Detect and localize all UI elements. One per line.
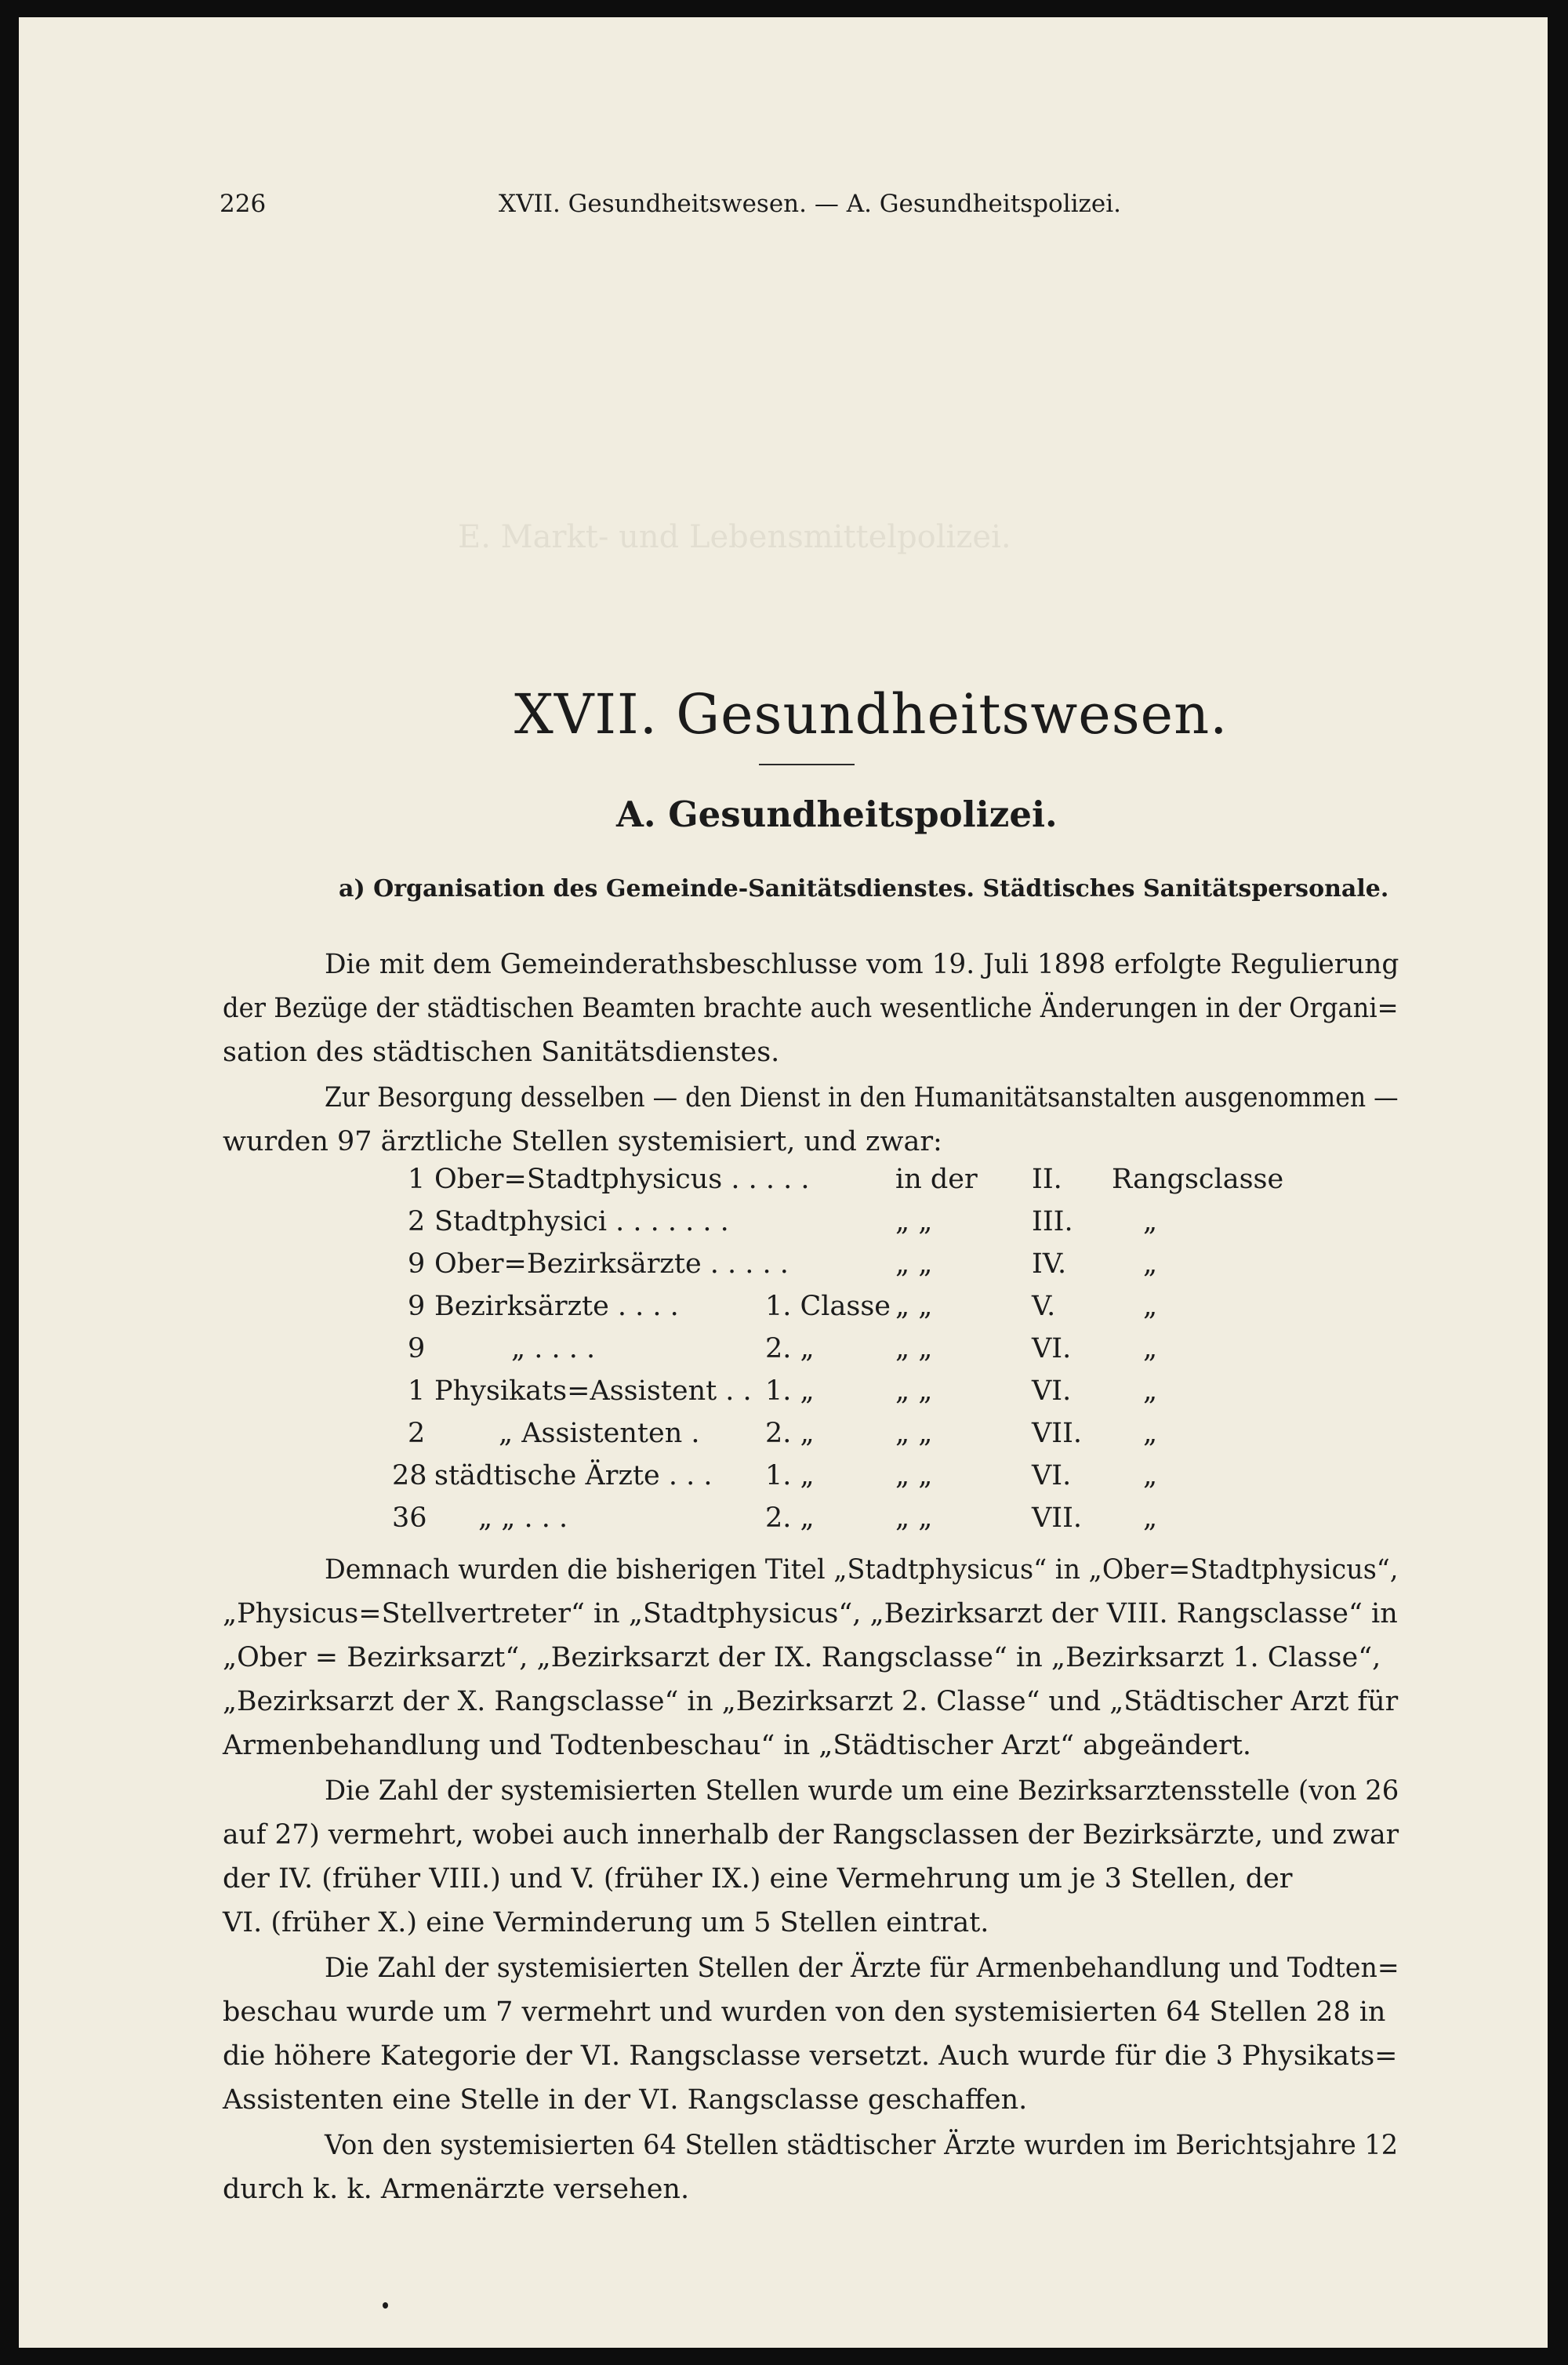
position-title: Bezirksärzte . . . . xyxy=(434,1291,679,1322)
paragraph-line: Die Zahl der systemisierten Stellen der Ärzte für Armenbehandlung und Todten= xyxy=(325,1953,1399,1984)
position-rank: VI. xyxy=(1032,1460,1072,1491)
section-title: A. Gesundheitspolizei. xyxy=(616,794,1058,835)
position-class: 1. „ xyxy=(765,1375,815,1407)
position-class: 2. „ xyxy=(765,1418,815,1449)
position-count: 9 xyxy=(408,1291,426,1322)
position-rank-word: „ „ xyxy=(895,1375,933,1407)
position-count: 1 xyxy=(408,1164,426,1195)
book-page xyxy=(19,17,1548,2348)
paragraph-line: durch k. k. Armenärzte versehen. xyxy=(223,2174,690,2205)
paragraph-line: Demnach wurden die bisherigen Titel „Stadtphysicus“ in „Ober=Stadtphysicus“, xyxy=(325,1554,1399,1586)
position-suffix: „ xyxy=(1143,1375,1158,1407)
position-rank: VI. xyxy=(1032,1375,1072,1407)
ink-dot xyxy=(383,2302,388,2309)
position-count: 9 xyxy=(408,1333,426,1364)
position-rank-word: „ „ xyxy=(895,1291,933,1322)
paragraph-line: Von den systemisierten 64 Stellen städtischer Ärzte wurden im Berichtsjahre 12 xyxy=(325,2130,1399,2161)
position-class: 2. „ xyxy=(765,1333,815,1364)
position-class: 1. „ xyxy=(765,1460,815,1491)
position-class: 1. Classe xyxy=(765,1291,891,1322)
table-row xyxy=(19,1418,1548,1462)
paragraph-line: VI. (früher X.) eine Verminderung um 5 Stellen eintrat. xyxy=(223,1907,989,1938)
paragraph-line: Assistenten eine Stelle in der VI. Rangsclasse geschaffen. xyxy=(223,2084,1028,2116)
position-title: „ . . . . xyxy=(511,1333,596,1364)
position-rank: V. xyxy=(1032,1291,1056,1322)
position-rank-word: „ „ xyxy=(895,1502,933,1534)
position-suffix: „ xyxy=(1143,1248,1158,1280)
paragraph-line: der Bezüge der städtischen Beamten brachte auch wesentliche Änderungen in der Organi= xyxy=(223,993,1399,1024)
position-rank: II. xyxy=(1032,1164,1062,1195)
paragraph-line: beschau wurde um 7 vermehrt und wurden von den systemisierten 64 Stellen 28 in xyxy=(223,1996,1386,2028)
position-rank: VII. xyxy=(1032,1418,1083,1449)
bleed-through-text: E. Markt- und Lebensmittelpolizei. xyxy=(458,519,1011,555)
position-suffix: „ xyxy=(1143,1206,1158,1237)
position-rank-word: in der xyxy=(895,1164,978,1195)
running-title: XVII. Gesundheitswesen. — A. Gesundheitspolizei. xyxy=(499,190,1121,218)
paragraph-line: auf 27) vermehrt, wobei auch innerhalb der Rangsclassen der Bezirksärzte, und zwar xyxy=(223,1819,1399,1851)
table-row xyxy=(19,1206,1548,1250)
paragraph-line: Zur Besorgung desselben — den Dienst in den Humanitätsanstalten ausgenommen — xyxy=(325,1082,1399,1113)
position-title: Physikats=Assistent . . xyxy=(434,1375,752,1407)
position-count: 1 xyxy=(408,1375,426,1407)
position-count: 28 xyxy=(392,1460,427,1491)
position-rank: IV. xyxy=(1032,1248,1067,1280)
position-suffix: Rangsclasse xyxy=(1112,1164,1284,1195)
page-number: 226 xyxy=(220,190,267,218)
position-title: Ober=Stadtphysicus . . . . . xyxy=(434,1164,810,1195)
paragraph-line: sation des städtischen Sanitätsdienstes. xyxy=(223,1037,780,1068)
position-count: 9 xyxy=(408,1248,426,1280)
position-suffix: „ xyxy=(1143,1502,1158,1534)
paragraph-line: Armenbehandlung und Todtenbeschau“ in „Städtischer Arzt“ abgeändert. xyxy=(223,1730,1252,1761)
position-title: „ „ . . . xyxy=(478,1502,568,1534)
subsection-title: a) Organisation des Gemeinde-Sanitätsdienstes. Städtisches Sanitätspersonale. xyxy=(339,875,1389,903)
position-suffix: „ xyxy=(1143,1418,1158,1449)
position-rank-word: „ „ xyxy=(895,1333,933,1364)
paragraph-line: der IV. (früher VIII.) und V. (früher IX.) eine Vermehrung um je 3 Stellen, der xyxy=(223,1863,1293,1895)
paragraph-line: Die mit dem Gemeinderathsbeschlusse vom 19. Juli 1898 erfolgte Regulierung xyxy=(325,949,1399,980)
position-count: 2 xyxy=(408,1418,426,1449)
position-rank-word: „ „ xyxy=(895,1248,933,1280)
table-row xyxy=(19,1333,1548,1377)
paragraph-line: Die Zahl der systemisierten Stellen wurde um eine Bezirksarztensstelle (von 26 xyxy=(325,1775,1399,1807)
position-title: Stadtphysici . . . . . . . xyxy=(434,1206,729,1237)
paragraph-line: „Bezirksarzt der X. Rangsclasse“ in „Bezirksarzt 2. Classe“ und „Städtischer Arzt für xyxy=(223,1686,1399,1717)
table-row xyxy=(19,1291,1548,1335)
position-title: Ober=Bezirksärzte . . . . . xyxy=(434,1248,789,1280)
position-title: „ Assistenten . xyxy=(499,1418,700,1449)
position-rank: VI. xyxy=(1032,1333,1072,1364)
position-suffix: „ xyxy=(1143,1460,1158,1491)
position-rank: III. xyxy=(1032,1206,1073,1237)
paragraph-line: die höhere Kategorie der VI. Rangsclasse versetzt. Auch wurde für die 3 Physikats= xyxy=(223,2040,1398,2072)
chapter-title: XVII. Gesundheitswesen. xyxy=(514,682,1229,747)
position-suffix: „ xyxy=(1143,1291,1158,1322)
position-title: städtische Ärzte . . . xyxy=(434,1460,713,1491)
position-count: 2 xyxy=(408,1206,426,1237)
table-row xyxy=(19,1502,1548,1546)
position-rank-word: „ „ xyxy=(895,1418,933,1449)
position-count: 36 xyxy=(392,1502,427,1534)
title-rule xyxy=(759,764,855,765)
table-row xyxy=(19,1164,1548,1208)
position-suffix: „ xyxy=(1143,1333,1158,1364)
table-row xyxy=(19,1375,1548,1419)
position-rank: VII. xyxy=(1032,1502,1083,1534)
paragraph-line: „Physicus=Stellvertreter“ in „Stadtphysicus“, „Bezirksarzt der VIII. Rangsclasse“ in xyxy=(223,1598,1398,1629)
position-rank-word: „ „ xyxy=(895,1460,933,1491)
position-class: 2. „ xyxy=(765,1502,815,1534)
paragraph-line: „Ober = Bezirksarzt“, „Bezirksarzt der IX. Rangsclasse“ in „Bezirksarzt 1. Classe“, xyxy=(223,1642,1381,1673)
table-row xyxy=(19,1248,1548,1292)
paragraph-line: wurden 97 ärztliche Stellen systemisiert, und zwar: xyxy=(223,1126,942,1157)
position-rank-word: „ „ xyxy=(895,1206,933,1237)
table-row xyxy=(19,1460,1548,1504)
